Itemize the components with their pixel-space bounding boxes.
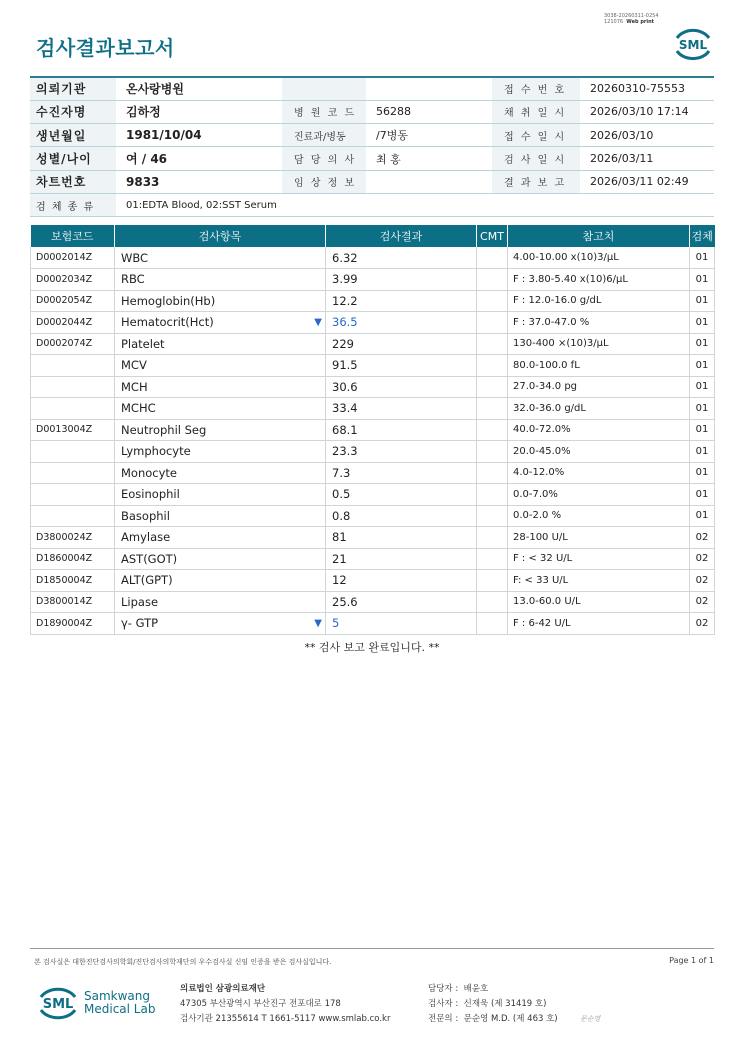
table-row [31,548,715,570]
test-result: 91.5 [326,355,477,377]
table-row [31,613,715,635]
test-item-label: Lipase [121,594,159,609]
table-row [31,441,715,463]
insurance-code: D1860004Z [31,548,115,570]
info-label: 진료과/병동 [282,124,366,147]
insurance-code: D0002054Z [31,290,115,312]
test-item [115,312,326,334]
comment [477,548,508,570]
specimen-code: 01 [690,333,715,355]
signature: 문순영 [580,1015,601,1023]
corporation-info: 의료법인 삼광의료재단 47305 부산광역시 부산진구 전포대로 178 검사기관 21355614 T 1661-5117 www.smlab.co.kr [180,984,391,1024]
specimen-code: 01 [690,355,715,377]
test-item [115,591,326,613]
info-label [282,77,366,100]
insurance-code [31,462,115,484]
comment [477,570,508,592]
insurance-code: D0002034Z [31,269,115,291]
table-row [31,290,715,312]
test-item-label: Lymphocyte [121,444,191,459]
test-item [115,247,326,269]
completion-message: ** 검사 보고 완료입니다. ** [304,641,440,654]
test-item-label: Hemoglobin(Hb) [121,293,216,308]
table-row [31,419,715,441]
comment [477,441,508,463]
reference-range: 27.0-34.0 pg [508,376,690,398]
info-label: 의뢰기관 [30,77,116,100]
table-row [31,355,715,377]
reference-range: 40.0-72.0% [508,419,690,441]
test-item-label: Neutrophil Seg [121,422,207,437]
reference-range: 80.0-100.0 fL [508,355,690,377]
info-value: 2026/03/11 [580,147,714,170]
test-result: 229 [326,333,477,355]
comment [477,613,508,635]
info-value: 9833 [116,170,282,193]
test-item [115,570,326,592]
insurance-code [31,398,115,420]
reference-range: F : 12.0-16.0 g/dL [508,290,690,312]
info-value: 여 / 46 [116,147,282,170]
comment [477,247,508,269]
test-item [115,527,326,549]
table-row [31,398,715,420]
info-label: 성별/나이 [30,147,116,170]
info-label: 채 취 일 시 [492,100,580,123]
info-label: 접 수 번 호 [492,77,580,100]
specimen-code: 01 [690,247,715,269]
col-header: CMT [477,225,508,247]
reference-range: F : 37.0-47.0 % [508,312,690,334]
test-item [115,462,326,484]
specimen-code: 01 [690,462,715,484]
comment [477,269,508,291]
info-row [30,147,714,170]
test-item [115,548,326,570]
insurance-code: D0002014Z [31,247,115,269]
reference-range: F : 6-42 U/L [508,613,690,635]
info-label: 결 과 보 고 [492,170,580,193]
test-result: 21 [326,548,477,570]
test-item-label: MCH [121,379,148,394]
patient-info-table [30,76,714,217]
test-result: 0.8 [326,505,477,527]
specimen-code: 01 [690,484,715,506]
info-value: 최 홍 [366,147,492,170]
col-header: 검사항목 [115,225,326,247]
col-header: 검사결과 [326,225,477,247]
comment [477,312,508,334]
page-number: Page 1 of 1 [669,956,714,965]
info-label: 차트번호 [30,170,116,193]
specimen-row [30,193,714,216]
test-item [115,398,326,420]
test-item [115,441,326,463]
test-result: 30.6 [326,376,477,398]
test-item-label: Platelet [121,336,165,351]
test-result: 7.3 [326,462,477,484]
low-flag-icon: ▼ [314,317,322,328]
info-label: 접 수 일 시 [492,124,580,147]
table-row [31,376,715,398]
reference-range: 130-400 ×(10)3/μL [508,333,690,355]
table-row [31,462,715,484]
insurance-code [31,505,115,527]
info-row [30,100,714,123]
test-result: 36.5 [326,312,477,334]
test-result: 6.32 [326,247,477,269]
test-result: 12 [326,570,477,592]
test-item [115,355,326,377]
insurance-code [31,376,115,398]
specimen-code: 02 [690,570,715,592]
test-result: 3.99 [326,269,477,291]
specimen-code: 01 [690,376,715,398]
insurance-code: D0013004Z [31,419,115,441]
test-result: 12.2 [326,290,477,312]
test-item-label: Monocyte [121,465,177,480]
info-label: 생년월일 [30,124,116,147]
info-value: 20260310-75553 [580,77,714,100]
brand-name: Samkwang Medical Lab [84,989,156,1016]
page-title: 검사결과보고서 [36,36,175,60]
test-item [115,419,326,441]
info-row [30,124,714,147]
test-item [115,290,326,312]
comment [477,398,508,420]
reference-range: 0.0-2.0 % [508,505,690,527]
insurance-code: D1890004Z [31,613,115,635]
specimen-code: 02 [690,527,715,549]
table-row [31,333,715,355]
results-table [30,225,715,635]
sml-logo-footer [36,983,80,1023]
info-value [366,170,492,193]
test-item-label: Eosinophil [121,487,180,502]
info-row [30,77,714,100]
specimen-value: 01:EDTA Blood, 02:SST Serum [116,193,714,216]
test-result: 68.1 [326,419,477,441]
low-flag-icon: ▼ [314,618,322,629]
comment [477,419,508,441]
specimen-code: 01 [690,419,715,441]
specimen-code: 01 [690,312,715,334]
test-result: 81 [326,527,477,549]
insurance-code: D0002044Z [31,312,115,334]
info-value: 2026/03/10 17:14 [580,100,714,123]
document-code: 3038-20260311-0254 121076 Web print [604,13,659,25]
reference-range: 13.0-60.0 U/L [508,591,690,613]
comment [477,376,508,398]
results-header-row [31,225,715,247]
info-value: 1981/10/04 [116,124,282,147]
table-row [31,312,715,334]
test-item-label: WBC [121,250,149,265]
col-header: 보험코드 [31,225,115,247]
comment [477,290,508,312]
table-row [31,269,715,291]
sml-logo [672,24,714,64]
specimen-code: 01 [690,441,715,463]
test-item-label: RBC [121,272,145,287]
staff-row: 담당자 : 배윤호 [428,984,489,994]
comment [477,355,508,377]
test-result: 0.5 [326,484,477,506]
test-result: 5 [326,613,477,635]
staff-info [428,982,558,1027]
info-label: 담 당 의 사 [282,147,366,170]
test-item [115,333,326,355]
test-item-label: Basophil [121,508,170,523]
comment [477,333,508,355]
insurance-code: D0002074Z [31,333,115,355]
col-header: 검체 [690,225,715,247]
specimen-code: 02 [690,613,715,635]
info-value: 2026/03/11 02:49 [580,170,714,193]
table-row [31,247,715,269]
info-label: 수진자명 [30,100,116,123]
specimen-code: 01 [690,398,715,420]
info-value: 2026/03/10 [580,124,714,147]
comment [477,484,508,506]
specimen-label: 검 체 종 류 [30,193,116,216]
staff-row: 전문의 : 문순영 M.D. (제 463 호) [428,1014,558,1024]
comment [477,527,508,549]
comment [477,591,508,613]
insurance-code [31,355,115,377]
reference-range: 32.0-36.0 g/dL [508,398,690,420]
specimen-code: 02 [690,548,715,570]
table-row [31,570,715,592]
info-value: 온사랑병원 [116,77,282,100]
test-item-label: ALT(GPT) [121,573,173,588]
table-row [31,484,715,506]
info-label: 병 원 코 드 [282,100,366,123]
test-item [115,269,326,291]
insurance-code [31,441,115,463]
reference-range: 28-100 U/L [508,527,690,549]
test-item [115,505,326,527]
certification-note: 본 검사실은 대한진단검사의학회/진단검사의학재단의 우수검사실 신임 인증을 받은 검사실입니다. [34,958,332,966]
reference-range: 0.0-7.0% [508,484,690,506]
test-result: 33.4 [326,398,477,420]
insurance-code [31,484,115,506]
test-item [115,484,326,506]
reference-range: 4.0-12.0% [508,462,690,484]
test-item [115,613,326,635]
info-label: 임 상 정 보 [282,170,366,193]
table-row [31,527,715,549]
test-item [115,376,326,398]
comment [477,462,508,484]
reference-range: F : < 32 U/L [508,548,690,570]
test-item-label: Hematocrit(Hct) [121,315,214,330]
info-value [366,77,492,100]
test-result: 25.6 [326,591,477,613]
test-item-label: MCHC [121,401,156,416]
svg-text:SML: SML [42,997,74,1012]
test-item-label: AST(GOT) [121,551,178,566]
specimen-code: 01 [690,505,715,527]
test-result: 23.3 [326,441,477,463]
info-row [30,170,714,193]
insurance-code: D3800024Z [31,527,115,549]
svg-text:SML: SML [678,38,708,52]
info-value: /7병동 [366,124,492,147]
info-value: 56288 [366,100,492,123]
test-item-label: γ- GTP [121,616,159,631]
reference-range: F : 3.80-5.40 x(10)6/μL [508,269,690,291]
insurance-code: D3800014Z [31,591,115,613]
info-value: 김하정 [116,100,282,123]
col-header: 참고치 [508,225,690,247]
specimen-code: 02 [690,591,715,613]
comment [477,505,508,527]
footer-divider [30,948,714,949]
test-item-label: Amylase [121,530,171,545]
specimen-code: 01 [690,290,715,312]
insurance-code: D1850004Z [31,570,115,592]
staff-row: 검사자 : 신재욱 (제 31419 호) [428,999,547,1009]
test-item-label: MCV [121,358,147,373]
table-row [31,505,715,527]
table-row [31,591,715,613]
reference-range: 4.00-10.00 x(10)3/μL [508,247,690,269]
reference-range: F: < 33 U/L [508,570,690,592]
specimen-code: 01 [690,269,715,291]
reference-range: 20.0-45.0% [508,441,690,463]
info-label: 검 사 일 시 [492,147,580,170]
